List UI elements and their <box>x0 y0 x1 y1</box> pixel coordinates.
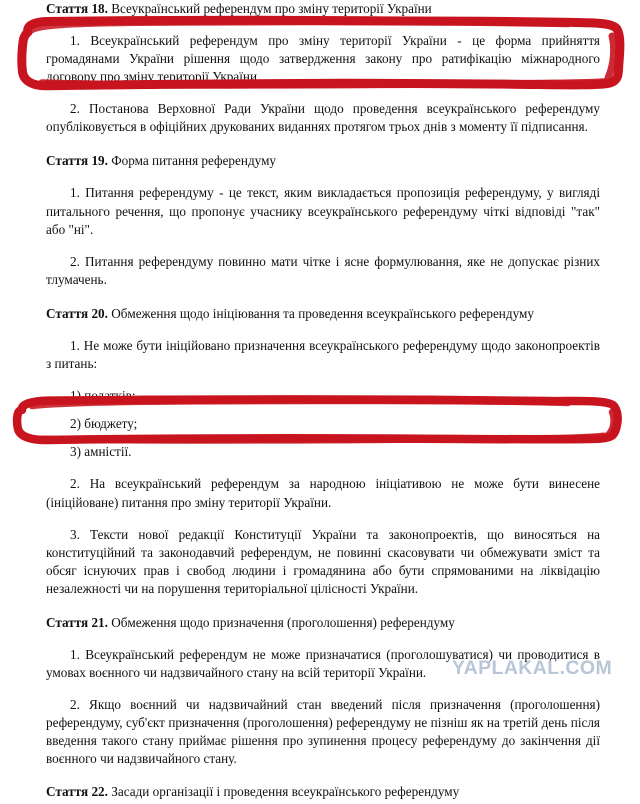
article-label-21: Стаття 21. <box>46 614 108 630</box>
paragraph-a20-p2: 2. На всеукраїнський референдум за народною ініціативою не може бути винесене (ініційоване) питання про зміну території України. <box>46 476 600 510</box>
article-title-22: Засади організації і проведення всеукраїнського референдуму <box>111 783 460 799</box>
article-heading-20 <box>46 305 600 323</box>
paragraph-a21-p1: 1. Всеукраїнський референдум не може призначатися (проголошуватися) чи проводитися в умовах воєнного чи надзвичайного стану на всій території України. <box>46 646 600 681</box>
article-heading-19 <box>46 152 600 170</box>
watermark-yaplakal: YAPLAKAL.COM <box>452 657 613 679</box>
paragraph-a19-p2: 2. Питання референдуму повинно мати чітке і ясне формулювання, яке не допускає різних тлумачень. <box>46 253 600 287</box>
article-label-19: Стаття 19. <box>46 153 108 169</box>
article-heading-18 <box>46 0 600 18</box>
article-label-22: Стаття 22. <box>46 783 108 799</box>
article-title-21: Обмеження щодо призначення (проголошення) референдуму <box>111 614 455 630</box>
paragraph-a21-p2: 2. Якщо воєнний чи надзвичайний стан введений після призначення (проголошення) референдуму, суб'єкт призначення (проголошення) референдуму не пізніш як на третій день після введення такого стану приймає рішення про зупинення процесу референдуму до закінчення дії воєнного чи надзвичайного стану. <box>46 697 600 767</box>
paragraph-a18-p1: 1. Всеукраїнський референдум про зміну території України - це форма прийняття громадянами України рішення щодо затвердження закону про ратифікацію міжнародного договору про зміну території України. <box>46 33 600 85</box>
list-item-a20-3: 3) амністії. <box>70 444 132 460</box>
list-item-a20-1: 1) податків; <box>70 388 136 404</box>
article-label-18: Стаття 18. <box>46 1 108 16</box>
article-heading-22 <box>46 783 600 801</box>
article-title-18: Всеукраїнський референдум про зміну території України <box>111 1 432 16</box>
article-label-20: Стаття 20. <box>46 305 108 321</box>
article-heading-21 <box>46 614 600 632</box>
paragraph-a20-p1: 1. Не може бути ініційовано призначення всеукраїнського референдуму щодо законопроектів з питань: <box>46 337 600 372</box>
list-item-a20-2: 2) бюджету; <box>70 416 138 432</box>
document-text-column <box>46 0 600 804</box>
article-title-20: Обмеження щодо ініціювання та проведення всеукраїнського референдуму <box>111 305 534 321</box>
paragraph-a18-p2: 2. Постанова Верховної Ради України щодо проведення всеукраїнського референдуму опубліковується в офіційних друкованих виданнях протягом трьох днів з моменту її підписання. <box>46 101 600 135</box>
paragraph-a20-p3: 3. Тексти нової редакції Конституції України та законопроектів, що виносяться на конституційний та законодавчий референдум, не повинні скасовувати чи обмежувати зміст та обсяг існуючих прав і свобод людини і громадянина або бути спрямованими на ліквідацію незалежності чи на порушення територіальної цілісності України. <box>46 526 600 596</box>
paragraph-a19-p1: 1. Питання референдуму - це текст, яким викладається пропозиція референдуму, у вигляді питального речення, що пропонує учаснику всеукраїнського референдуму чіткі відповіді "так" або "ні". <box>46 185 600 237</box>
article-title-19: Форма питання референдуму <box>111 153 277 169</box>
